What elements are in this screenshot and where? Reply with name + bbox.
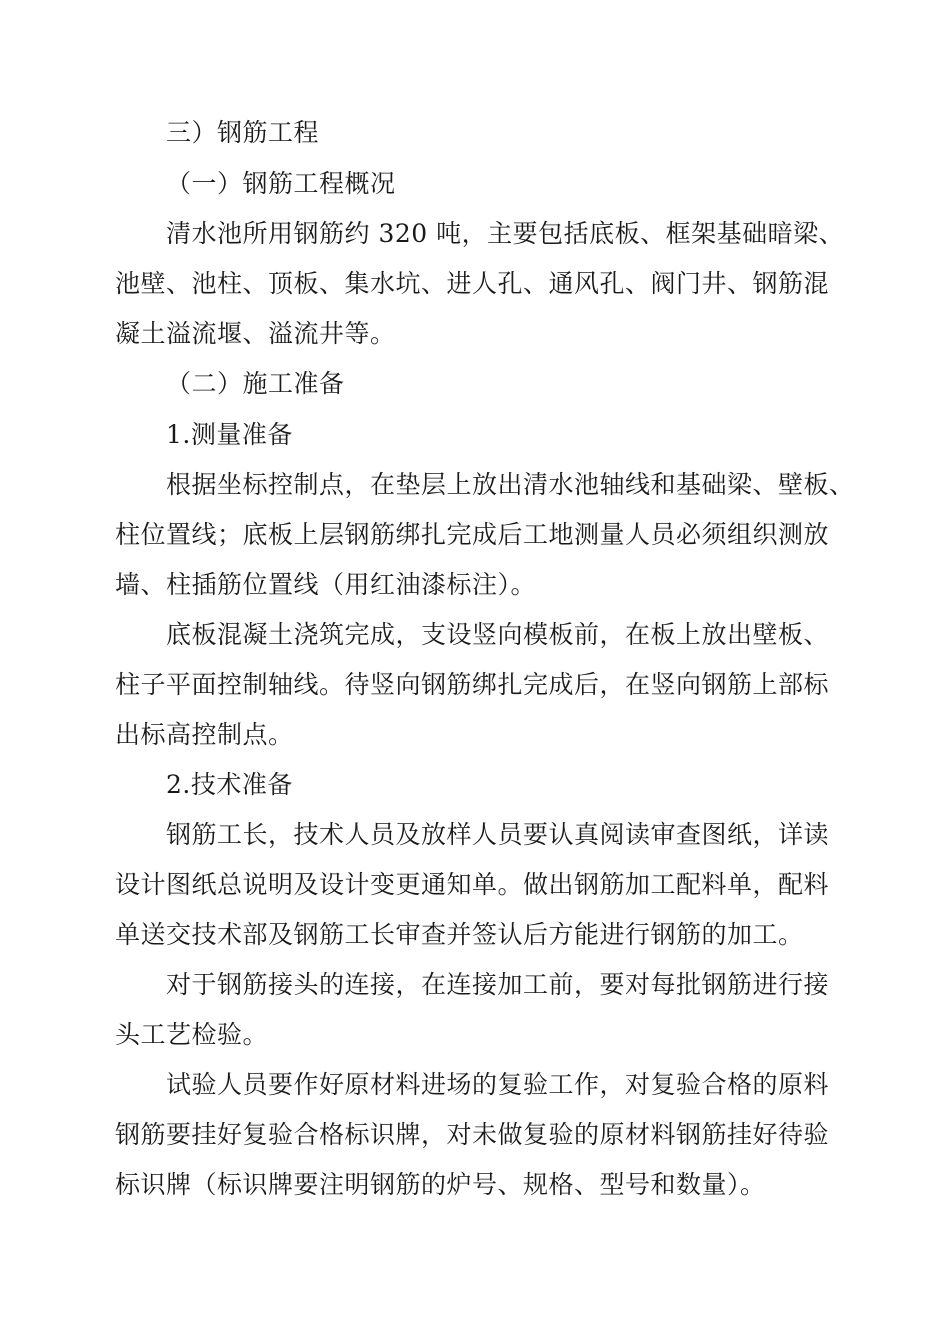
paragraph-line: 池壁、池柱、顶板、集水坑、进人孔、通风孔、阀门井、钢筋混 bbox=[115, 269, 830, 298]
heading-main: 三）钢筋工程 bbox=[166, 118, 320, 147]
section-title-2: （二）施工准备 bbox=[166, 369, 345, 398]
paragraph-line: 柱子平面控制轴线。待竖向钢筋绑扎完成后，在竖向钢筋上部标 bbox=[115, 670, 830, 699]
subsection-title-1: 1.测量准备 bbox=[166, 420, 293, 449]
paragraph-line: 对于钢筋接头的连接，在连接加工前，要对每批钢筋进行接 bbox=[166, 970, 830, 999]
paragraph-line: 设计图纸总说明及设计变更通知单。做出钢筋加工配料单，配料 bbox=[115, 870, 830, 899]
paragraph-line: 清水池所用钢筋约 320 吨，主要包括底板、框架基础暗梁、 bbox=[166, 219, 845, 248]
paragraph-line: 标识牌（标识牌要注明钢筋的炉号、规格、型号和数量）。 bbox=[115, 1170, 766, 1199]
paragraph-line: 出标高控制点。 bbox=[115, 720, 294, 749]
paragraph-line: 柱位置线；底板上层钢筋绑扎完成后工地测量人员必须组织测放 bbox=[115, 520, 830, 549]
paragraph-line: 头工艺检验。 bbox=[115, 1020, 269, 1049]
paragraph-line: 根据坐标控制点，在垫层上放出清水池轴线和基础梁、壁板、 bbox=[166, 470, 855, 499]
paragraph-line: 单送交技术部及钢筋工长审查并签认后方能进行钢筋的加工。 bbox=[115, 920, 804, 949]
paragraph-line: 钢筋要挂好复验合格标识牌，对未做复验的原材料钢筋挂好待验 bbox=[115, 1120, 830, 1149]
section-title-1: （一）钢筋工程概况 bbox=[166, 169, 396, 198]
paragraph-line: 墙、柱插筋位置线（用红油漆标注）。 bbox=[115, 570, 537, 599]
paragraph-line: 试验人员要作好原材料进场的复验工作，对复验合格的原料 bbox=[166, 1070, 830, 1099]
paragraph-line: 凝土溢流堰、溢流井等。 bbox=[115, 319, 396, 348]
paragraph-line: 钢筋工长，技术人员及放样人员要认真阅读审查图纸，详读 bbox=[166, 820, 830, 849]
subsection-title-2: 2.技术准备 bbox=[166, 770, 293, 799]
paragraph-line: 底板混凝土浇筑完成，支设竖向模板前，在板上放出壁板、 bbox=[166, 620, 830, 649]
